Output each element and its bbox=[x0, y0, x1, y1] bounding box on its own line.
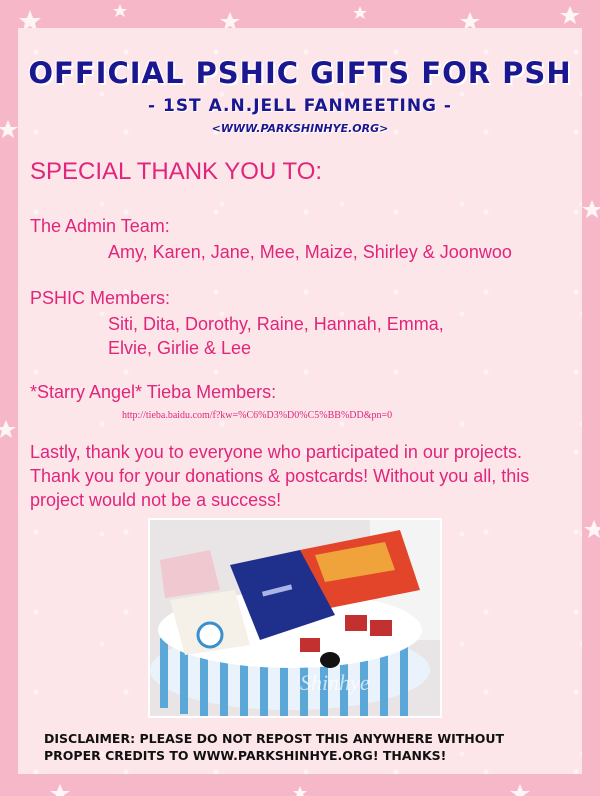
page-title: OFFICIAL PSHIC GIFTS FOR PSH bbox=[28, 56, 572, 90]
site-url: <WWW.PARKSHINHYE.ORG> bbox=[211, 122, 389, 135]
gift-box-photo bbox=[150, 520, 440, 716]
closing-message: Lastly, thank you to everyone who participated in our projects. Thank you for your donations & postcards! Without you all, this project would not be a success! bbox=[30, 442, 530, 510]
event-subtitle: - 1ST A.N.JELL FANMEETING - bbox=[148, 96, 452, 116]
photo-watermark: Shinhye bbox=[300, 670, 370, 695]
admin-team-label: The Admin Team: bbox=[30, 216, 170, 236]
thank-you-heading: SPECIAL THANK YOU TO: bbox=[30, 158, 323, 185]
tieba-url: http://tieba.baidu.com/f?kw=%C6%D3%D0%C5%BB%DD&pn=0 bbox=[122, 410, 393, 421]
pshic-members-line-1: Siti, Dita, Dorothy, Raine, Hannah, Emma, bbox=[108, 314, 444, 334]
pshic-members-line-2: Elvie, Girlie & Lee bbox=[108, 338, 252, 358]
gift-box-illustration bbox=[150, 520, 440, 716]
tieba-members-label: *Starry Angel* Tieba Members: bbox=[30, 382, 277, 402]
admin-team-names: Amy, Karen, Jane, Mee, Maize, Shirley & Joonwoo bbox=[108, 242, 512, 262]
pshic-members-label: PSHIC Members: bbox=[30, 288, 171, 308]
disclaimer-text: DISCLAIMER: PLEASE DO NOT REPOST THIS ANYWHERE WITHOUT PROPER CREDITS TO WWW.PARKSHINHYE.ORG! THANKS! bbox=[44, 731, 505, 763]
